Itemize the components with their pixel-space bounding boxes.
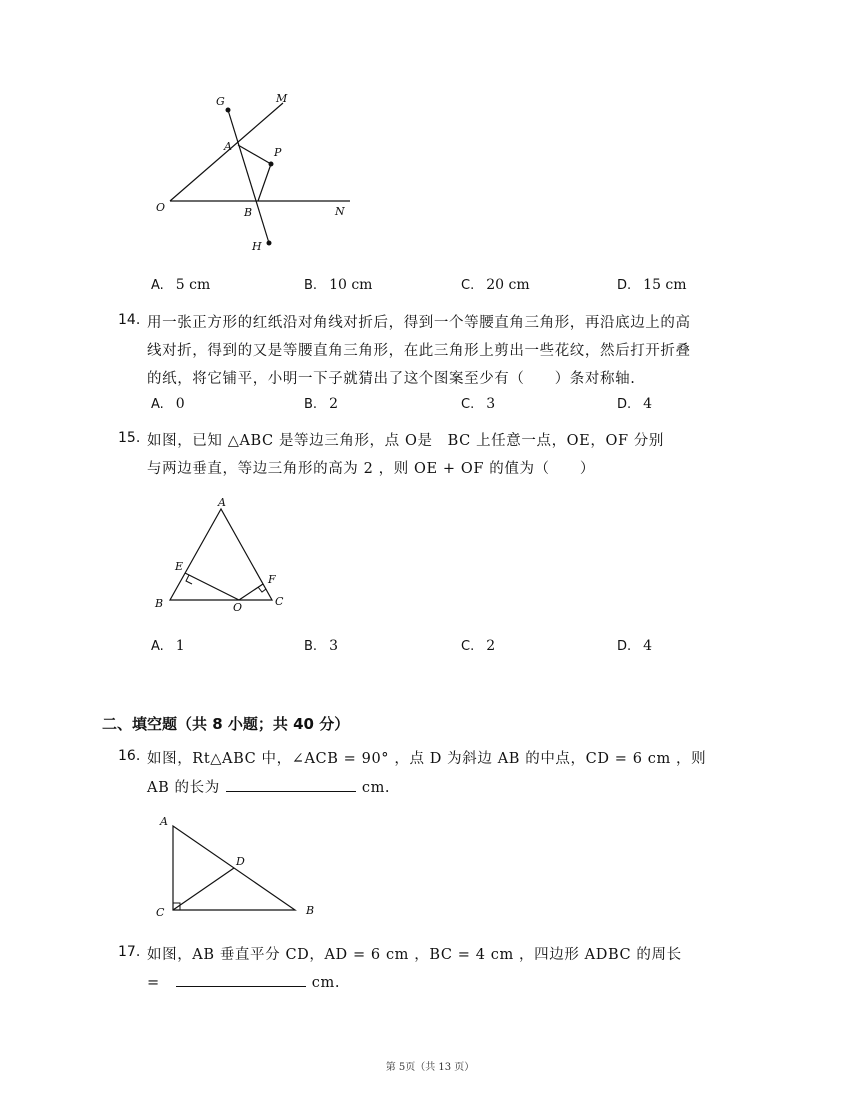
- q16-line-1: 如图，Rt△ABC 中，∠ACB = 90° ，点 D 为斜边 AB 的中点，CD = 6 cm ，则: [147, 751, 707, 767]
- q16-line-2: [147, 776, 762, 797]
- page-footer: 第 5页（共 13 页）: [385, 1062, 475, 1073]
- q17-line-2-text: =: [147, 975, 160, 991]
- triangle-ABC: [170, 509, 272, 600]
- q15-option-d[interactable]: D. 4: [617, 638, 653, 654]
- q17-line-1: 如图，AB 垂直平分 CD，AD = 6 cm ，BC = 4 cm ，四边形 ADBC 的周长: [147, 947, 682, 963]
- label-G: G: [216, 95, 225, 108]
- point-P: [269, 162, 274, 167]
- q15-number: 15.: [118, 430, 141, 446]
- label-C: C: [156, 906, 165, 919]
- segment-AP: [238, 145, 271, 164]
- q14-line-1: 用一张正方形的红纸沿对角线对折后，得到一个等腰直角三角形，再沿底边上的高: [147, 315, 691, 331]
- q13-option-d[interactable]: D. 15 cm: [617, 277, 687, 293]
- q16-figure: [150, 810, 330, 925]
- label-D: D: [236, 855, 245, 868]
- q14-option-c[interactable]: C. 3: [461, 396, 496, 412]
- q13-option-c[interactable]: C. 20 cm: [461, 277, 530, 293]
- point-G: [226, 108, 231, 113]
- q15-option-b[interactable]: B. 3: [304, 638, 338, 654]
- label-H: H: [252, 240, 262, 253]
- q15-option-c[interactable]: C. 2: [461, 638, 496, 654]
- label-O: O: [233, 601, 243, 614]
- q17-unit: cm.: [311, 975, 341, 991]
- q14-option-b[interactable]: B. 2: [304, 396, 338, 412]
- q14-line-2: 线对折，得到的又是等腰直角三角形，在此三角形上剪出一些花纹，然后打开折叠: [147, 343, 691, 359]
- label-F: F: [268, 573, 276, 586]
- q14-option-d[interactable]: D. 4: [617, 396, 653, 412]
- q15-line-2: 与两边垂直，等边三角形的高为 2 ，则 OE + OF 的值为（ ）: [147, 461, 595, 477]
- q15-line-1: 如图，已知 △ABC 是等边三角形，点 O是 BC 上任意一点，OE，OF 分别: [147, 433, 665, 449]
- label-M: M: [276, 92, 288, 105]
- label-O: O: [156, 201, 166, 214]
- q13-figure: [150, 88, 370, 258]
- q16-answer-blank[interactable]: [226, 777, 356, 792]
- label-P: P: [274, 146, 282, 159]
- label-B: B: [306, 904, 315, 917]
- label-A: A: [224, 140, 232, 153]
- segment-OF: [239, 584, 263, 600]
- section-title: 二、填空题（共 8 小题；共 40 分）: [102, 715, 350, 733]
- line-GH: [228, 110, 269, 243]
- label-B: B: [244, 206, 253, 219]
- label-N: N: [335, 205, 345, 218]
- segment-PB: [258, 164, 271, 201]
- q14-option-a[interactable]: A. 0: [151, 396, 185, 412]
- label-A: A: [218, 496, 226, 509]
- segment-OE: [185, 573, 239, 600]
- q17-number: 17.: [118, 944, 141, 960]
- q13-option-a[interactable]: A. 5 cm: [151, 277, 211, 293]
- q15-option-a[interactable]: A. 1: [151, 638, 185, 654]
- label-A: A: [160, 815, 168, 828]
- q15-figure: [150, 495, 290, 620]
- segment-CD: [173, 868, 234, 910]
- q17-answer-blank[interactable]: [176, 972, 306, 987]
- point-H: [267, 241, 272, 246]
- label-B: B: [155, 597, 164, 610]
- q16-number: 16.: [118, 748, 141, 764]
- q14-number: 14.: [118, 312, 141, 328]
- q16-unit: cm.: [361, 780, 391, 796]
- label-C: C: [275, 595, 284, 608]
- q14-line-3: 的纸，将它铺平，小明一下子就猜出了这个图案至少有（ ）条对称轴.: [147, 371, 636, 387]
- q17-line-2: [147, 972, 762, 991]
- label-E: E: [175, 560, 184, 573]
- q16-line-2-text: AB 的长为: [147, 780, 220, 796]
- q13-option-b[interactable]: B. 10 cm: [304, 277, 373, 293]
